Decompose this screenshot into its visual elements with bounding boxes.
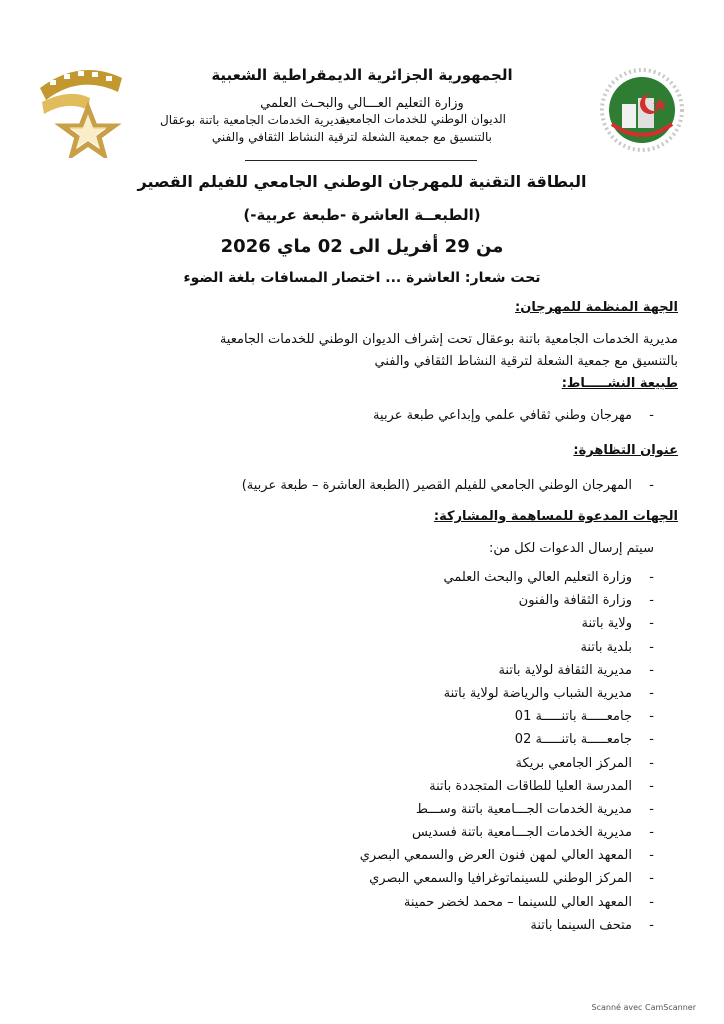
document-title: البطاقة التقنية للمهرجان الوطني الجامعي للفيلم القصير (137, 172, 587, 191)
list-item: -المعهد العالي للسينما – محمد لخضر حمينة (403, 894, 654, 910)
invited-list (360, 570, 654, 941)
list-item: -المعهد العالي لمهن فنون العرض والسمعي البصري (359, 848, 654, 864)
header-divider (245, 160, 477, 161)
list-item: -المركز الوطني للسينماتوغرافيا والسمعي البصري (369, 871, 654, 887)
list-item: -وزارة الثقافة والفنون (518, 593, 654, 609)
festival-dates: من 29 أفريل الى 02 ماي 2026 (220, 236, 504, 257)
organizer-line-2: بالتنسيق مع جمعية الشعلة لترقية النشاط الثقافي والفني (374, 354, 678, 369)
edition-label: (الطبعــة العاشرة -طبعة عربية-) (243, 206, 481, 224)
invited-heading: الجهات المدعوة للمساهمة والمشاركة: (433, 509, 678, 524)
coordination-note: بالتنسيق مع جمعية الشعلة لترقية النشاط الثقافي والفني (211, 130, 492, 144)
nature-heading: طبيعة النشـــــاط: (561, 376, 678, 391)
ministry-name: وزارة التعليم العـــالي والبحـث العلمي (260, 96, 464, 111)
invited-intro: سيتم إرسال الدعوات لكل من: (488, 541, 654, 556)
list-item: -وزارة التعليم العالي والبحث العلمي (443, 570, 654, 585)
event-title-text: المهرجان الوطني الجامعي للفيلم القصير (الطبعة العاشرة – طبعة عربية) (241, 478, 632, 493)
republic-name: الجمهورية الجزائرية الديمقراطية الشعبية (211, 66, 513, 84)
list-item: -جامعـــــة باتنـــــة 01 (514, 709, 654, 725)
list-item: -بلدية باتنة (580, 639, 654, 655)
list-item: -متحف السينما باتنة (530, 917, 654, 933)
list-item: -ولاية باتنة (581, 616, 654, 632)
list-item: -جامعـــــة باتنـــــة 02 (514, 732, 654, 748)
list-item: -المدرسة العليا للطاقات المتجددة باتنة (429, 778, 654, 794)
nature-item: -مهرجان وطني ثقافي علمي وإبداعي طبعة عربية (373, 408, 654, 423)
festival-slogan: تحت شعار: العاشرة ... اختصار المسافات بلغة الضوء (183, 270, 541, 286)
event-title-item: -المهرجان الوطني الجامعي للفيلم القصير (الطبعة العاشرة – طبعة عربية) (241, 478, 654, 493)
nature-item-text: مهرجان وطني ثقافي علمي وإبداعي طبعة عربية (373, 408, 632, 423)
list-item: -المركز الجامعي بريكة (515, 755, 654, 771)
directorate-name: مديرية الخدمات الجامعية باتنة بوعقال (160, 113, 347, 127)
organizer-line-1: مديرية الخدمات الجامعية باتنة بوعقال تحت إشراف الديوان الوطني للخدمات الجامعية (219, 332, 678, 347)
scanner-watermark: Scanné avec CamScanner (591, 1003, 696, 1012)
list-item: -مديرية الخدمات الجـــامعية باتنة فسديس (411, 825, 654, 841)
organizer-heading: الجهة المنظمة للمهرجان: (515, 300, 678, 315)
list-item: -مديرية الشباب والرياضة لولاية باتنة (443, 685, 654, 701)
event-title-heading: عنوان التظاهرة: (573, 443, 678, 458)
list-item: -مديرية الخدمات الجـــامعية باتنة وســـط (415, 801, 654, 817)
office-name: الديوان الوطني للخدمات الجامعية (339, 112, 506, 126)
list-item: -مديرية الثقافة لولاية باتنة (498, 662, 654, 678)
